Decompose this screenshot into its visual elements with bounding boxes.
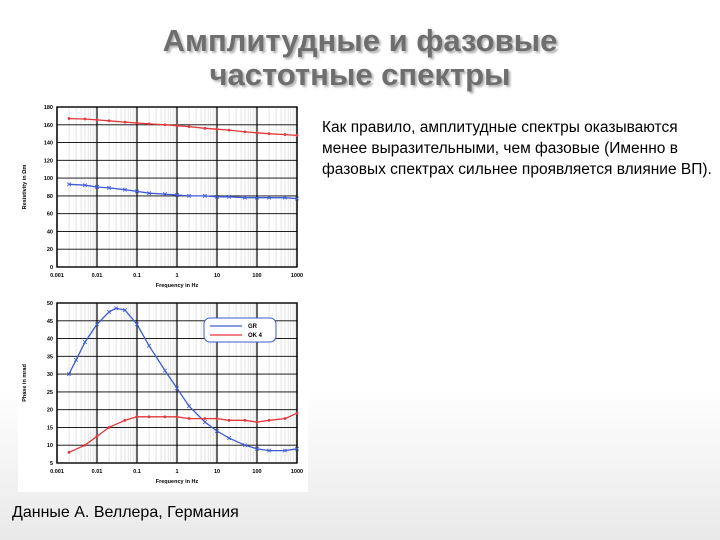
data-point	[68, 451, 71, 454]
data-point	[148, 415, 151, 418]
data-point	[244, 419, 247, 422]
y-tick-label: 60	[46, 211, 53, 218]
x-tick-label: 100	[252, 469, 262, 475]
y-tick-label: 120	[43, 158, 53, 165]
x-axis-label: Frequency in Hz	[155, 479, 199, 485]
y-tick-label: 180	[43, 105, 53, 111]
y-tick-label: 45	[46, 318, 53, 325]
data-point	[148, 122, 151, 125]
data-point	[256, 131, 259, 134]
x-tick-label: 10	[213, 273, 221, 279]
data-point	[204, 417, 207, 420]
data-point	[84, 118, 87, 121]
data-point	[136, 415, 139, 418]
y-tick-label: 10	[46, 443, 53, 450]
figure	[18, 100, 308, 492]
x-tick-label: 100	[252, 273, 262, 279]
data-credit: Данные А. Веллера, Германия	[12, 504, 239, 521]
y-tick-label: 40	[46, 229, 53, 236]
y-axis-label: Resistivity in Ωm	[22, 164, 28, 210]
data-point	[244, 130, 247, 133]
y-axis-label: Phase in mrad	[22, 364, 28, 402]
data-point	[124, 419, 127, 422]
data-point	[256, 421, 259, 424]
slide-title-line-1: Амплитудные и фазовые	[162, 23, 558, 58]
figure-background	[18, 100, 308, 492]
x-tick-label: 0.1	[133, 273, 141, 279]
data-point	[68, 117, 71, 120]
data-point	[268, 419, 271, 422]
x-tick-label: 10	[213, 469, 221, 475]
legend-box	[204, 318, 276, 342]
y-tick-label: 50	[46, 301, 53, 307]
data-point	[216, 128, 219, 131]
data-point	[216, 417, 219, 420]
legend-label: OK 4	[248, 333, 263, 339]
data-point	[176, 415, 179, 418]
y-tick-label: 0	[49, 265, 53, 271]
y-tick-label: 15	[46, 425, 53, 432]
legend-label: GR	[248, 324, 257, 330]
slide-title-line-2: частотные спектры	[209, 57, 511, 92]
data-point	[164, 415, 167, 418]
data-point	[284, 417, 287, 420]
x-tick-label: 1000	[290, 273, 304, 279]
y-tick-label: 30	[46, 372, 53, 379]
data-point	[108, 426, 111, 429]
data-point	[124, 121, 127, 124]
y-tick-label: 25	[46, 389, 53, 396]
data-point	[228, 129, 231, 132]
data-point	[84, 444, 87, 447]
x-tick-label: 0.01	[91, 273, 103, 279]
y-tick-label: 100	[43, 176, 53, 183]
y-tick-label: 5	[49, 461, 53, 467]
x-tick-label: 0.001	[50, 273, 64, 279]
data-point	[284, 133, 287, 136]
data-point	[268, 132, 271, 135]
y-tick-label: 140	[43, 140, 53, 147]
data-point	[176, 124, 179, 127]
x-tick-label: 1	[175, 273, 179, 279]
y-tick-label: 20	[46, 247, 53, 254]
x-tick-label: 0.01	[91, 469, 103, 475]
y-tick-label: 40	[46, 336, 53, 343]
y-tick-label: 80	[46, 193, 53, 200]
data-point	[228, 419, 231, 422]
data-point	[96, 435, 99, 438]
x-tick-label: 1	[175, 469, 179, 475]
data-point	[204, 127, 207, 130]
x-tick-label: 0.001	[50, 469, 64, 475]
data-point	[164, 123, 167, 126]
body-text: Как правило, амплитудные спектры оказываются менее выразительными, чем фазовые (Именно в фазовых спектрах сильнее проявляется влияние ВП).	[322, 119, 712, 178]
data-point	[296, 412, 299, 415]
x-tick-label: 0.1	[133, 469, 141, 475]
y-tick-label: 20	[46, 407, 53, 414]
data-point	[96, 118, 99, 121]
data-point	[296, 134, 299, 137]
y-tick-label: 35	[46, 354, 53, 361]
x-axis-label: Frequency in Hz	[155, 283, 199, 289]
y-tick-label: 160	[43, 122, 53, 129]
data-point	[188, 417, 191, 420]
data-point	[108, 119, 111, 122]
data-point	[188, 125, 191, 128]
data-point	[136, 122, 139, 125]
x-tick-label: 1000	[290, 469, 304, 475]
